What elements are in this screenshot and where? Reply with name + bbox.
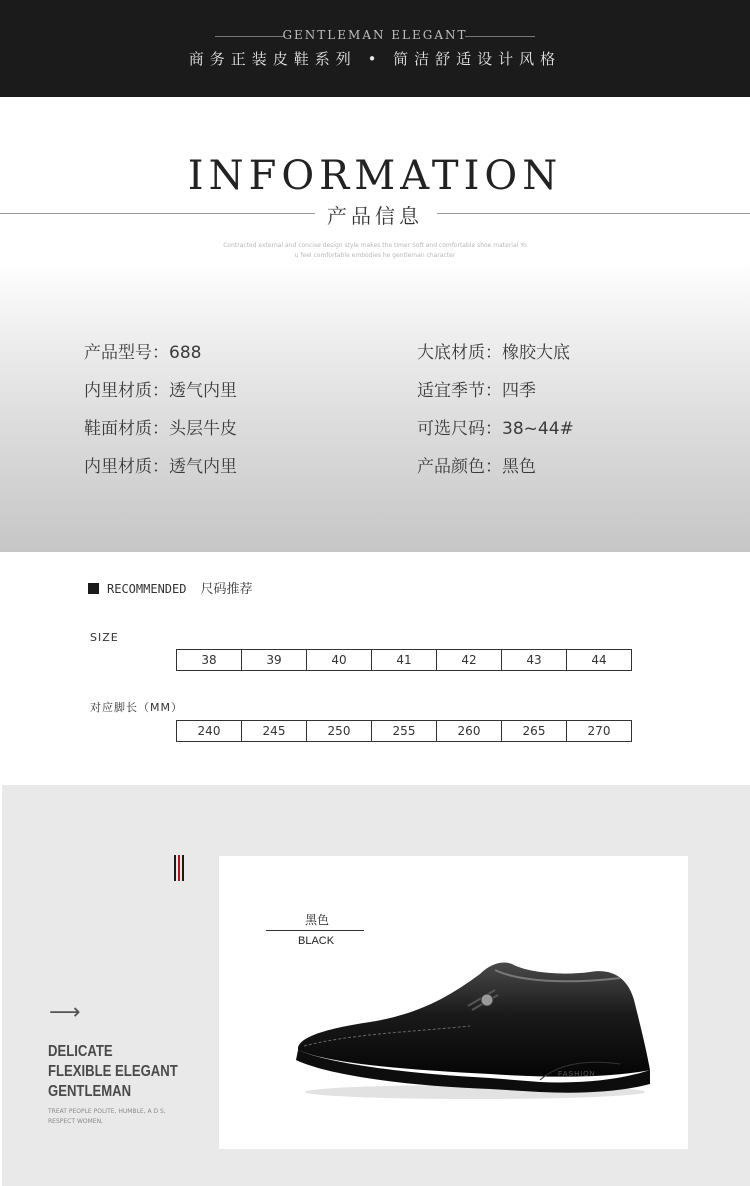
color-label-en: BLACK — [298, 935, 335, 947]
square-bullet-icon — [88, 583, 99, 594]
slogan-line-1: DELICATE — [48, 1043, 113, 1060]
spec-sole: 大底材质：橡胶大底 — [417, 343, 570, 363]
color-divider — [266, 930, 364, 931]
length-cell: 270 — [567, 721, 632, 742]
length-cell: 255 — [372, 721, 437, 742]
information-section — [0, 97, 750, 552]
length-cell: 250 — [307, 721, 372, 742]
information-heading: INFORMATION — [187, 153, 563, 199]
sole-brand-text: FASHION — [558, 1071, 596, 1078]
spec-lining: 内里材质：透气内里 — [84, 381, 237, 401]
size-table — [176, 649, 632, 671]
info-description-line1: Contracted external and concise design style makes the timer Soft and comfortable shoe material Yo — [223, 242, 527, 249]
length-cell: 260 — [437, 721, 502, 742]
recommended-heading — [88, 578, 253, 597]
size-cell: 40 — [307, 650, 372, 671]
banner-subtitle-cn: 商务正装皮鞋系列 • 简洁舒适设计风格 — [188, 50, 562, 68]
size-cell: 38 — [177, 650, 242, 671]
length-cell: 245 — [242, 721, 307, 742]
size-cell: 44 — [567, 650, 632, 671]
arrow-right-icon: ⟶ — [49, 1000, 81, 1025]
size-cell: 43 — [502, 650, 567, 671]
stripe-1 — [174, 855, 176, 881]
slogan-small-text: TREAT PEOPLE POLITE, HUMBLE, A D S, RESPECT WOMEN, — [48, 1108, 166, 1125]
size-cell: 42 — [437, 650, 502, 671]
stripe-2 — [178, 855, 180, 881]
size-row-label: SIZE — [90, 631, 119, 644]
spec-upper: 鞋面材质：头层牛皮 — [84, 419, 237, 439]
size-cell: 41 — [372, 650, 437, 671]
spec-sizes: 可选尺码：38~44# — [417, 419, 574, 439]
spec-model: 产品型号：688 — [84, 343, 202, 363]
top-banner — [0, 0, 750, 97]
spec-season: 适宜季节：四季 — [417, 381, 536, 401]
banner-title-en: GENTLEMAN ELEGANT — [282, 28, 468, 42]
length-cell: 265 — [502, 721, 567, 742]
foot-length-table — [176, 720, 632, 742]
black-loafer-image — [290, 952, 655, 1102]
stripe-3 — [182, 855, 184, 881]
color-label-cn: 黑色 — [305, 913, 330, 927]
spec-lining-2: 内里材质：透气内里 — [84, 457, 237, 477]
recommended-label-en: RECOMMENDED — [107, 582, 187, 596]
slogan-line-2: FLEXIBLE ELEGANT — [48, 1063, 178, 1080]
info-description-line2: u feel comfortable embodies he gentleman character — [294, 252, 456, 259]
spec-color: 产品颜色：黑色 — [417, 457, 536, 477]
length-row-label: 对应脚长（MM） — [90, 701, 183, 714]
slogan-line-3: GENTLEMAN — [48, 1083, 132, 1100]
recommended-label-cn: 尺码推荐 — [200, 582, 253, 597]
stripe-decoration — [174, 855, 186, 881]
information-subheading: 产品信息 — [327, 204, 423, 228]
length-cell: 240 — [177, 721, 242, 742]
size-cell: 39 — [242, 650, 307, 671]
